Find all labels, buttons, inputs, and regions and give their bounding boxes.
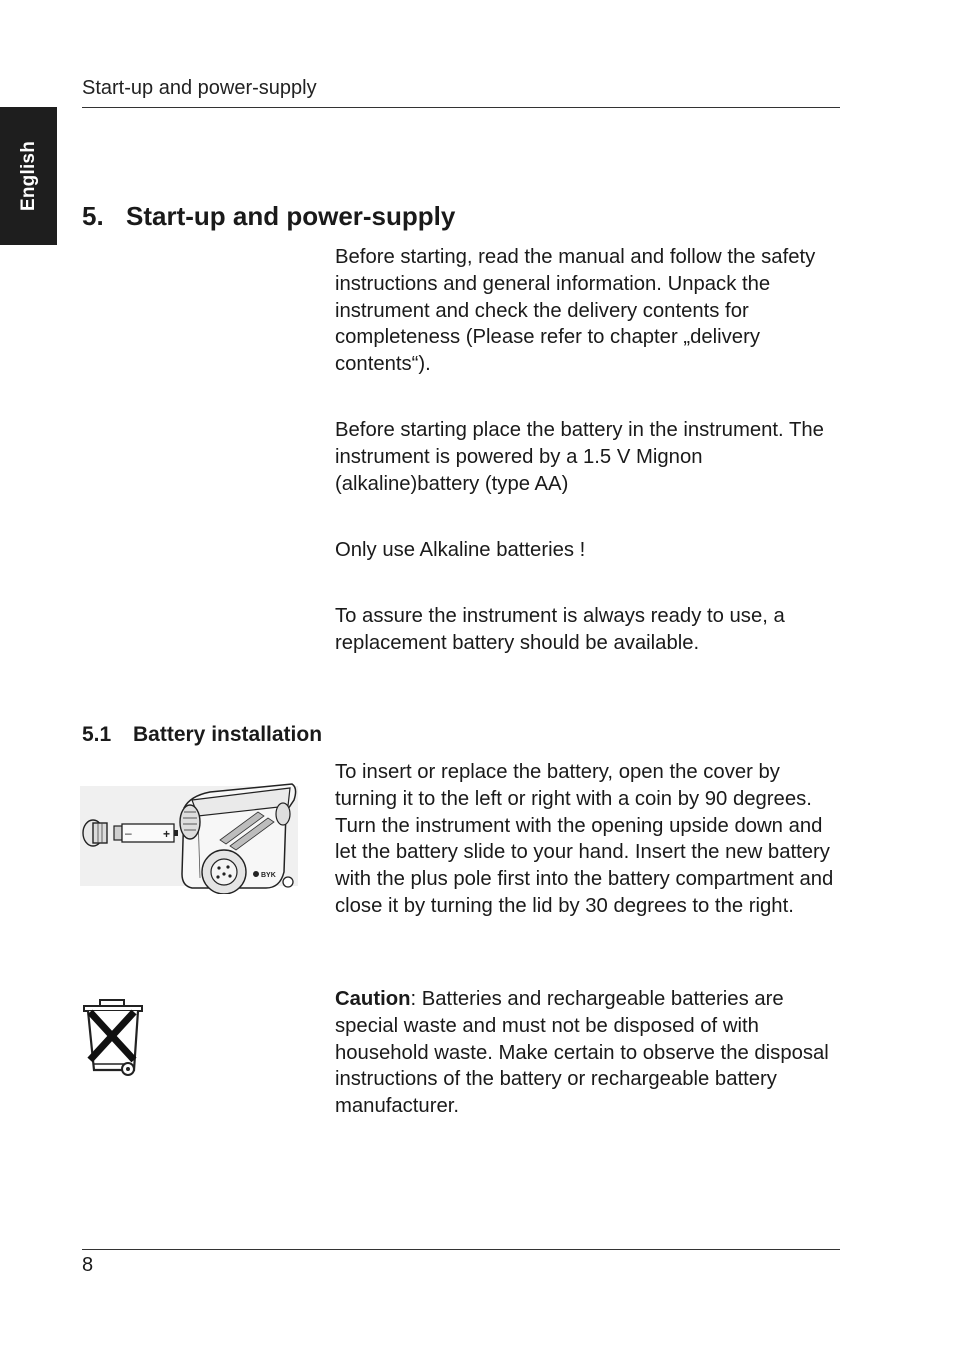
paragraph: Before starting, read the manual and follow the safety instructions and general information. Unpack the instrument and check the delivery contents for completeness (Please refer to chapter „delivery contents“). [335,246,816,376]
subsection-title: Battery installation [133,723,323,746]
battery-installation-illustration [80,778,298,894]
header-rule [82,107,840,108]
battery [114,824,178,842]
paragraph: Before starting place the battery in the instrument. The instrument is powered by a 1.5 V Mignon (alkaline)battery (type AA) [335,419,824,495]
subsection-number: 5.1 [82,723,112,746]
crossed-out-wheelie-bin-icon [80,994,146,1078]
brand-logo-text: BYK [261,872,276,879]
caution-label: Caution [335,988,411,1010]
caution-note [335,986,845,1120]
subsection-heading [82,723,322,747]
page-number: 8 [82,1254,94,1276]
section-number: 5. [82,201,104,231]
language-tab-label-wrap [0,107,57,245]
battery-plus-label: + [163,827,171,841]
battery-cover-cap [83,820,107,846]
paragraph: To assure the instrument is always ready to use, a replacement battery should be available. [335,605,785,654]
battery-minus-label: – [125,826,132,840]
battery-instructions: To insert or replace the battery, open the cover by turning it to the left or right with a coin by 90 degrees. Turn the instrument with the opening upside down and let the battery slide to your hand. Insert the new battery with the plus pole first into the battery compartment and close it by turning the lid by 30 degrees to the right. [335,761,834,917]
caution-text: : Batteries and rechargeable batteries are special waste and must not be disposed of with household waste. Make certain to observe the disposal instructions of the battery or rechargeable battery manufacturer. [335,988,829,1118]
paragraph: Only use Alkaline batteries ! [335,539,586,561]
section-heading [82,201,455,232]
language-label: English [17,140,39,212]
footer-rule [82,1249,840,1250]
running-header: Start-up and power-supply [82,77,317,99]
section-title: Start-up and power-supply [126,201,456,231]
instrument-body [180,784,296,894]
